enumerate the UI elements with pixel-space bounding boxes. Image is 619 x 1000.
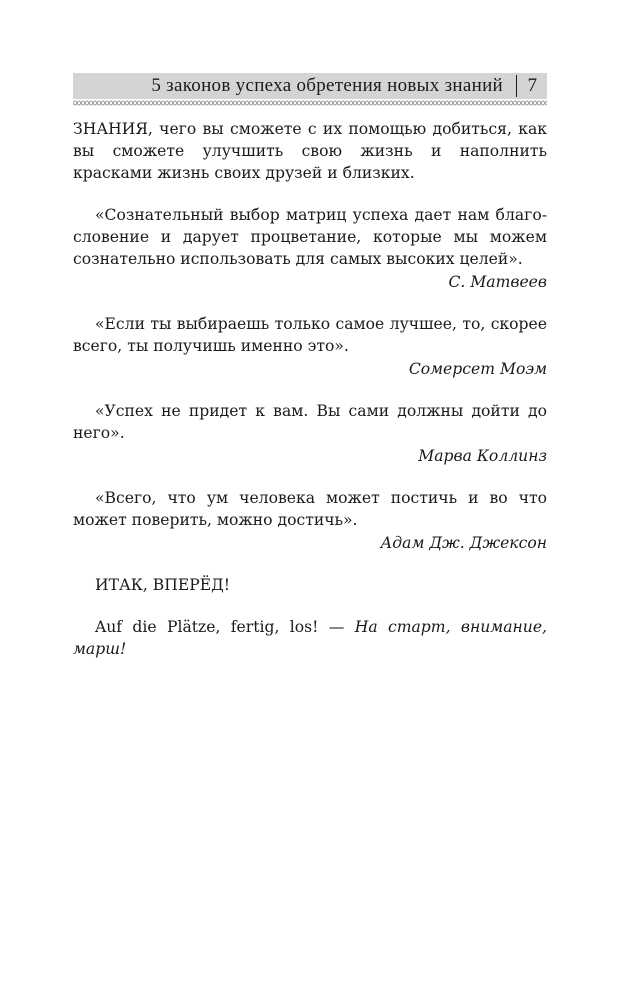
decorative-wave-border [73, 99, 547, 107]
running-header [73, 73, 547, 99]
intro-paragraph: ЗНАНИЯ, чего вы сможете с их помощью добиться, как вы сможете улучшить свою жизнь и наполнить красками жизнь своих друзей и близких. [73, 120, 547, 182]
quote-text: «Сознательный выбор матриц успеха дает нам благословение и дарует процветание, которые мы можем сознательно использовать для самых высоких целей». [73, 206, 547, 268]
closing-line [73, 616, 547, 660]
closing-heading: ИТАК, ВПЕРЁД! [95, 576, 231, 594]
quote-text: «Успех не придет к вам. Вы сами должны дойти до него». [73, 402, 547, 442]
page-number: 7 [527, 75, 537, 96]
quote-author: Сомерсет Моэм [408, 360, 547, 378]
closing-german: Auf die Plätze, fertig, los! — [95, 618, 355, 636]
closing-russian: На старт, внимание, марш! [73, 618, 547, 658]
quote-text: «Если ты выбираешь только самое лучшее, то, скорее всего, ты получишь именно это». [73, 315, 547, 355]
quote-text: «Всего, что ум человека может постичь и во что может поверить, можно достичь». [73, 489, 547, 529]
quote-author: Марва Коллинз [418, 447, 547, 465]
page-body [73, 118, 547, 660]
running-header-separator [516, 75, 517, 97]
quote-author: С. Матвеев [448, 273, 547, 291]
running-header-title: 5 законов успеха обретения новых знаний [151, 75, 503, 96]
quote-author: Адам Дж. Джексон [380, 534, 547, 552]
